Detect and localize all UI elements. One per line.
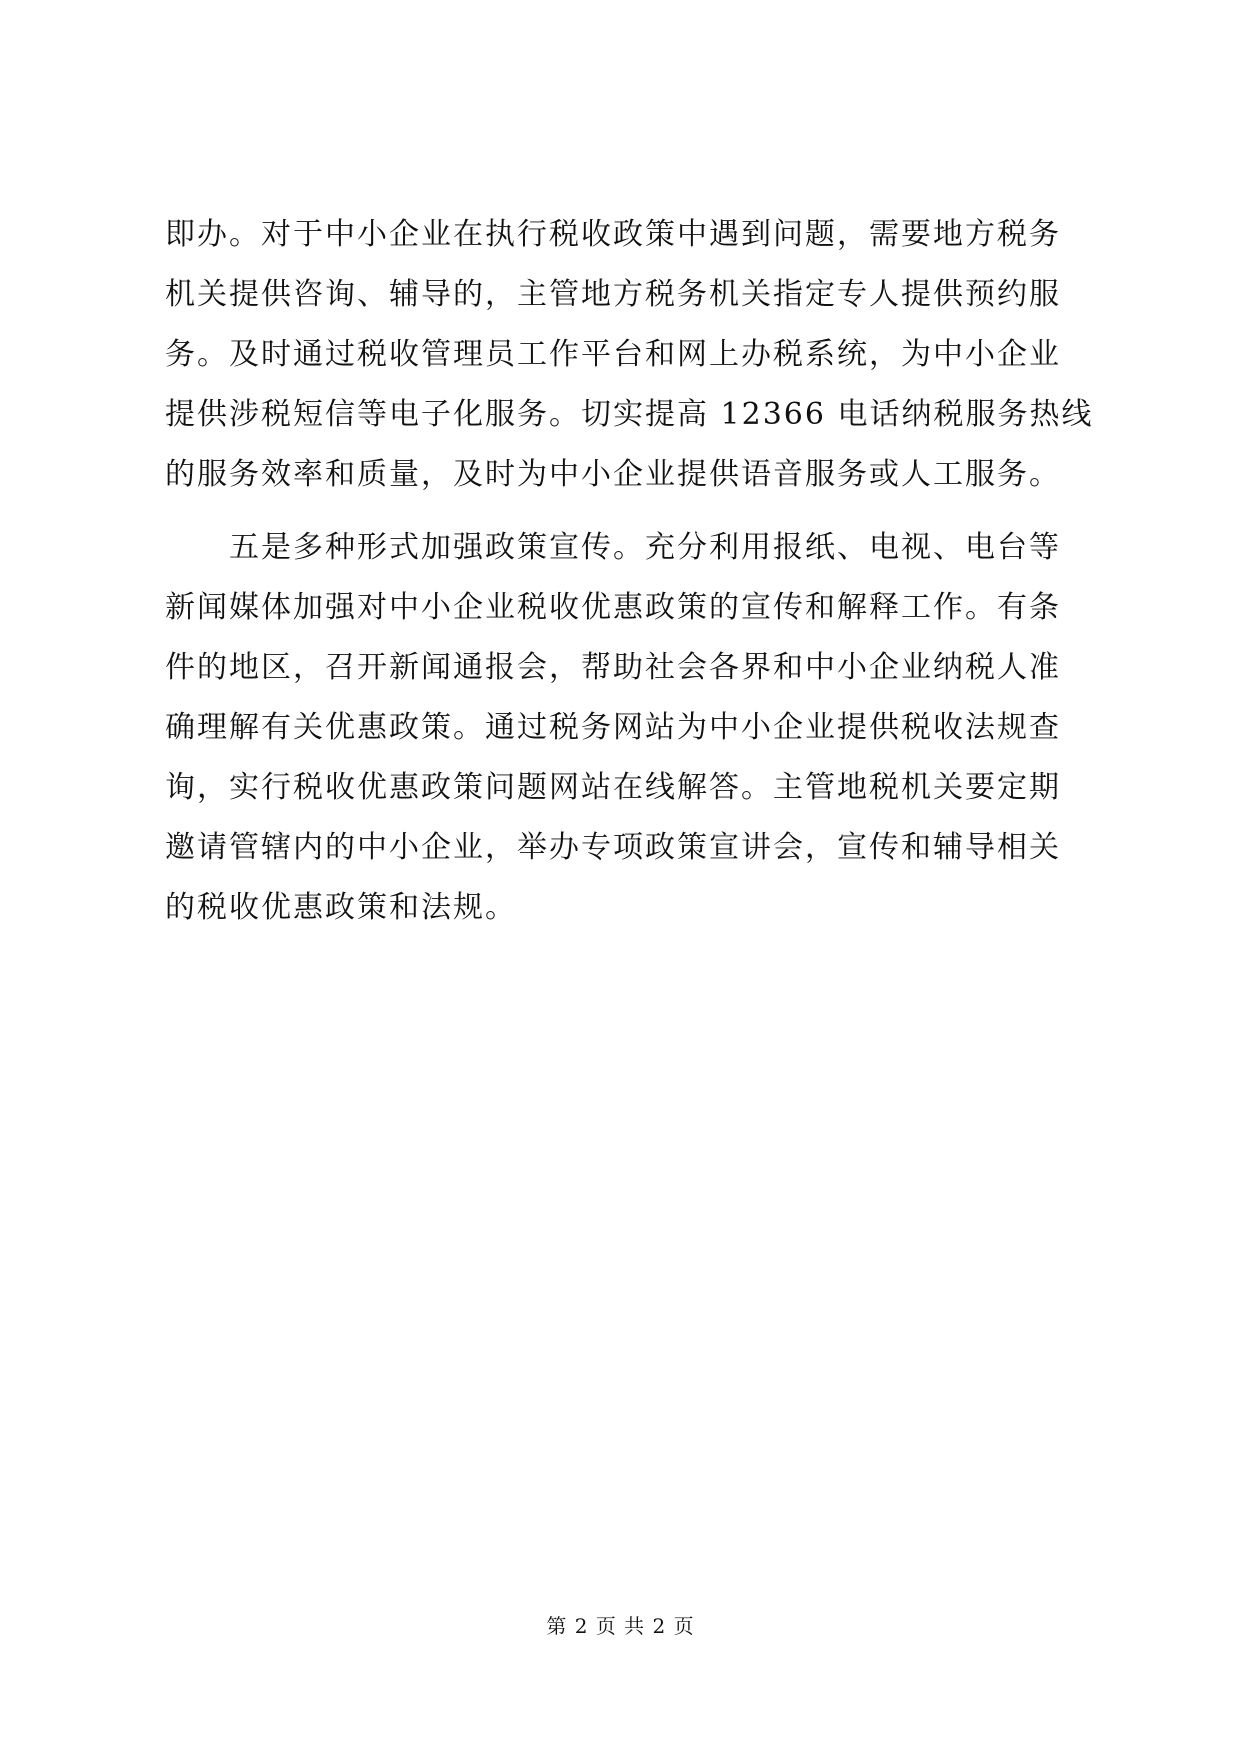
document-body [165, 205, 1094, 938]
text-line: 五是多种形式加强政策宣传。充分利用报纸、电视、电台等 [165, 530, 1061, 565]
text-line: 提供涉税短信等电子化服务。切实提高 12366 电话纳税服务热线 [165, 397, 1094, 432]
text-line: 询，实行税收优惠政策问题网站在线解答。主管地税机关要定期 [165, 770, 1061, 805]
text-line: 的税收优惠政策和法规。 [165, 890, 517, 925]
text-line: 即办。对于中小企业在执行税收政策中遇到问题，需要地方税务 [165, 217, 1061, 252]
text-line: 确理解有关优惠政策。通过税务网站为中小企业提供税收法规查 [165, 710, 1061, 745]
paragraph-2 [165, 518, 1085, 938]
text-line: 务。及时通过税收管理员工作平台和网上办税系统，为中小企业 [165, 337, 1061, 372]
page-footer: 第 2 页 共 2 页 [546, 1614, 695, 1638]
text-line: 的服务效率和质量，及时为中小企业提供语音服务或人工服务。 [165, 457, 1061, 492]
text-line: 机关提供咨询、辅导的，主管地方税务机关指定专人提供预约服 [165, 277, 1061, 312]
paragraph-1 [165, 205, 1094, 505]
text-line: 新闻媒体加强对中小企业税收优惠政策的宣传和解释工作。有条 [165, 590, 1061, 625]
text-line: 件的地区，召开新闻通报会，帮助社会各界和中小企业纳税人准 [165, 650, 1061, 685]
text-line: 邀请管辖内的中小企业，举办专项政策宣讲会，宣传和辅导相关 [165, 830, 1061, 865]
